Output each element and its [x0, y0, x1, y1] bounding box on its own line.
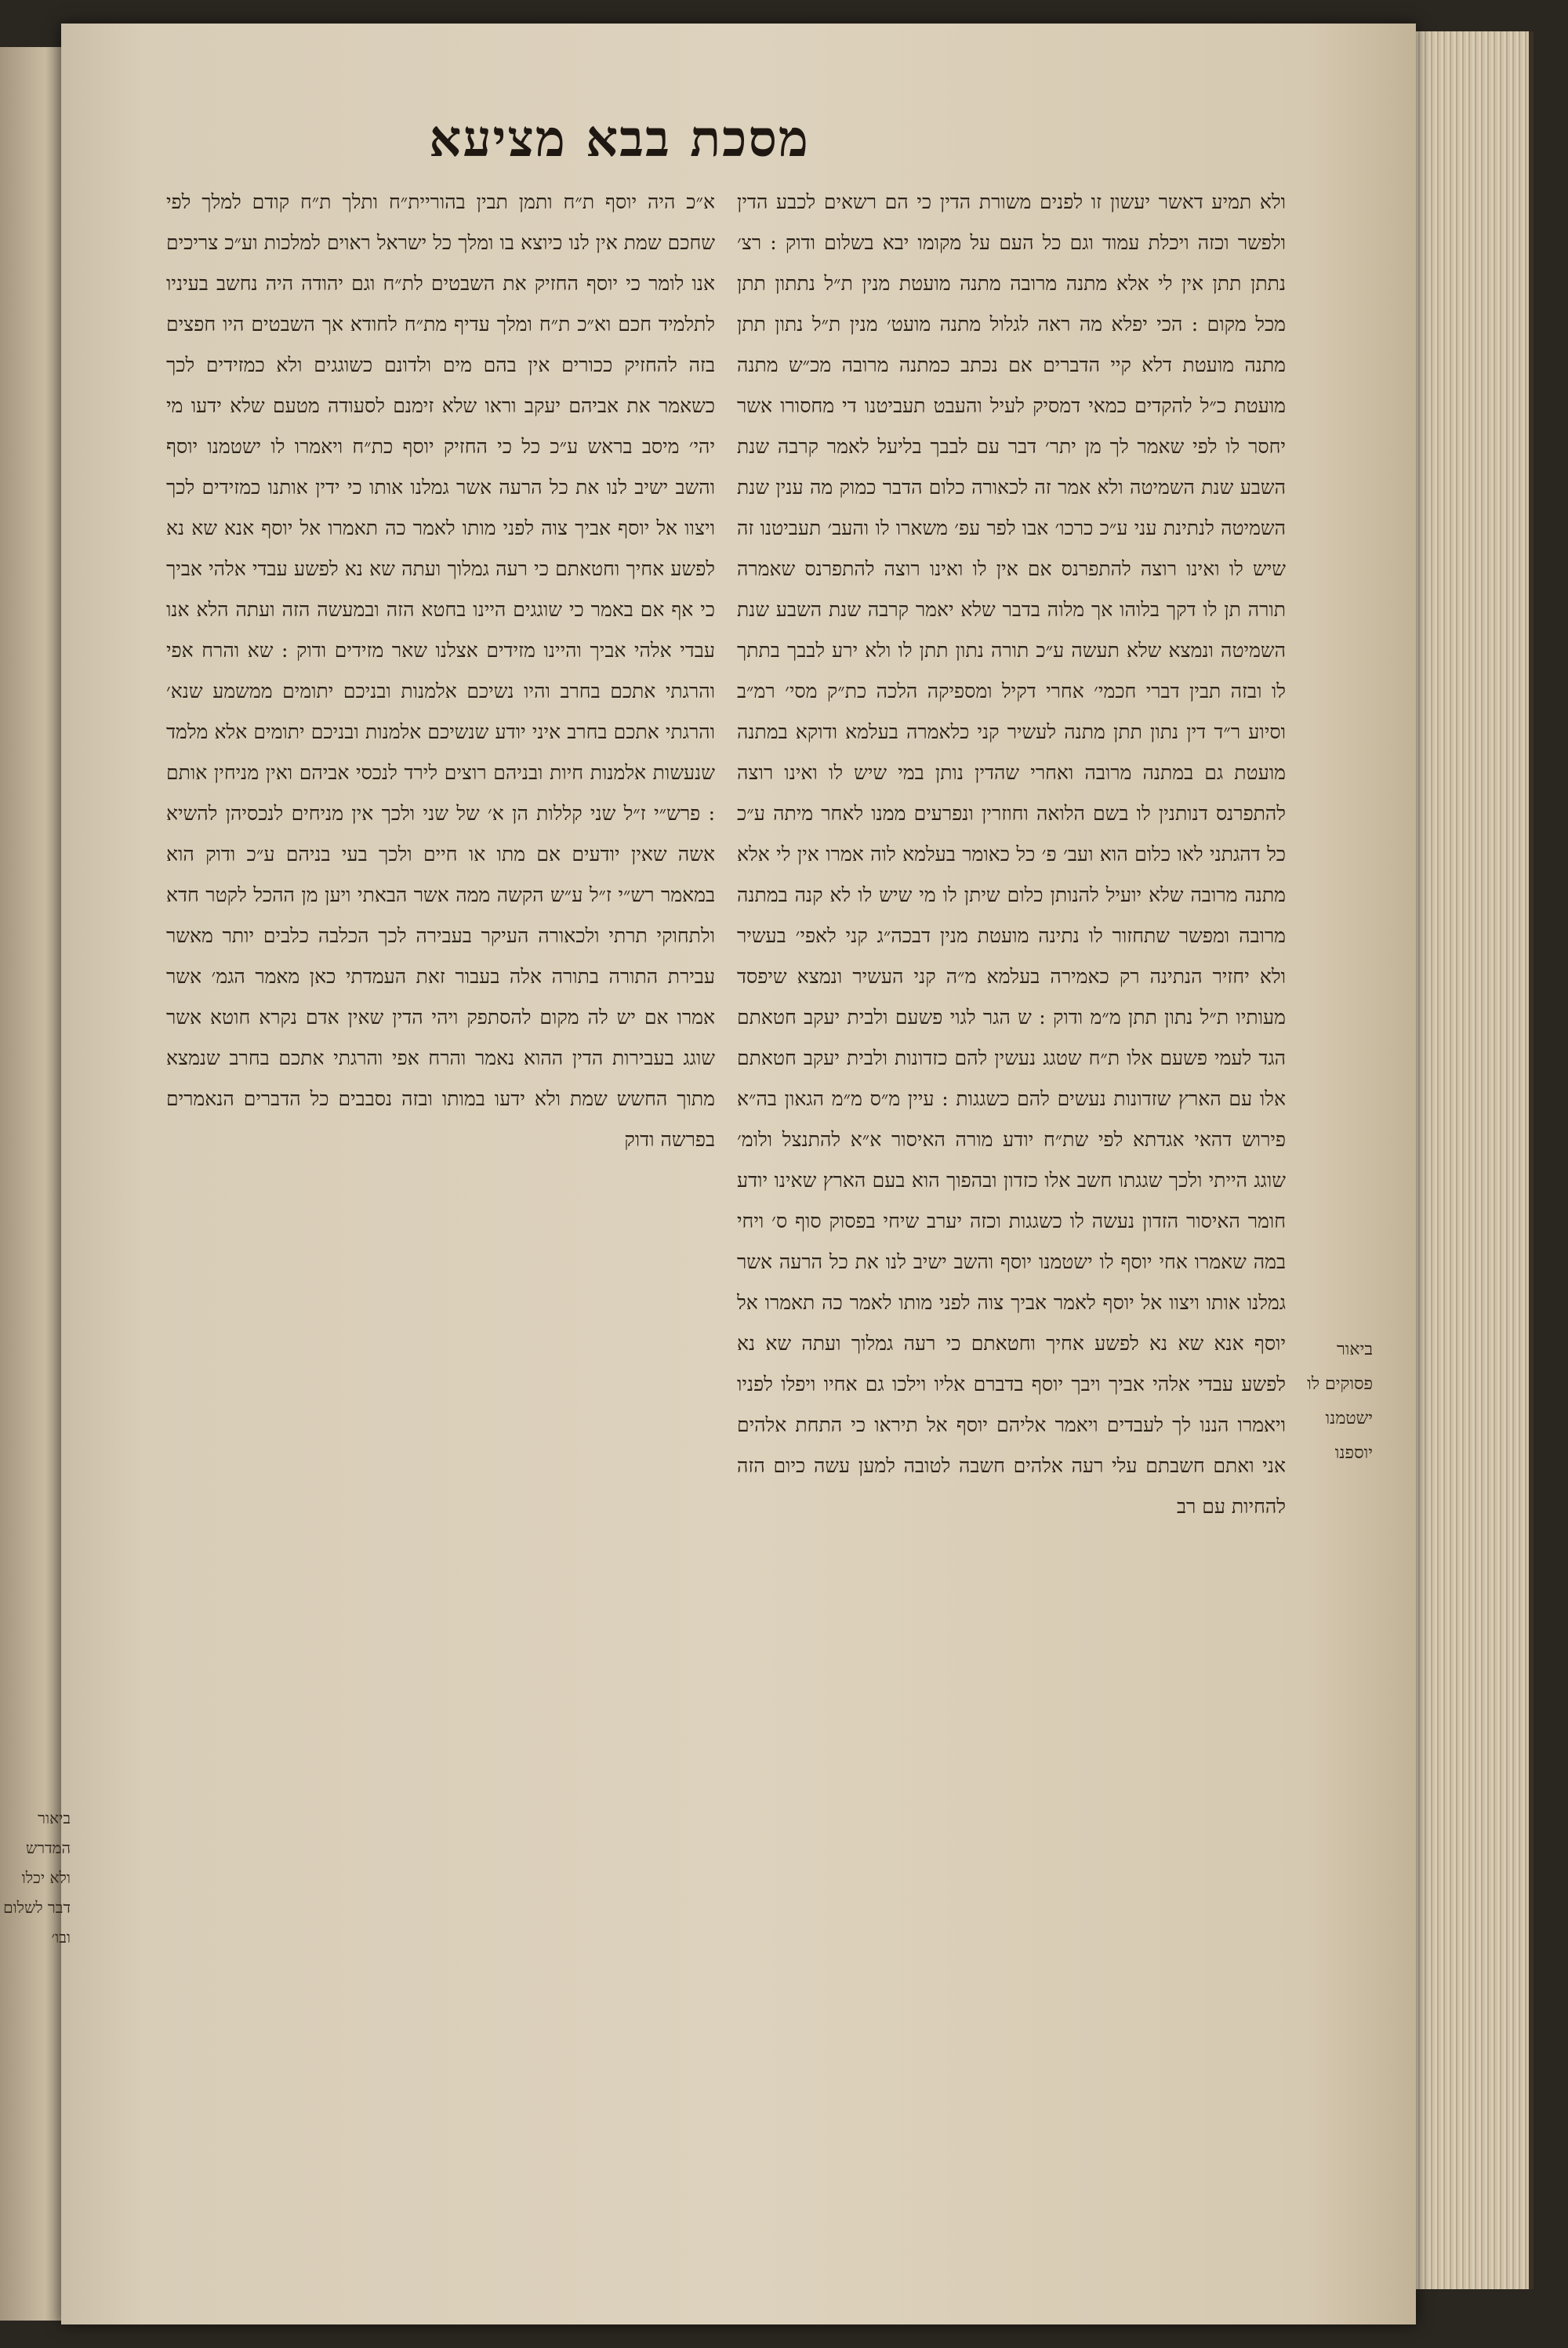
left-margin-note: ביאור המדרש ולא יכלו דבר לשלום ובו׳ [3, 1809, 71, 1947]
right-column-text: ולא תמיע דאשר יעשון זו לפנים משורת הדין כי הם רשאים לכבע הדין ולפשר וכזה ויכלת עמוד וגם כל העם על מקומו יבא בשלום ודוק : רצ׳ נתתן תתן אין לי אלא מתנה מרובה מתנה מועטת מנין ת״ל נתתון תתן מכל מקום : הכי יפלא מה ראה לגלול מתנה מועט׳ מנין ת״ל נתון תתן מתנה מועטת דלא קיי הדברים אם נכתב כמתנה מרובה מכ״ש מתנה מועטת כ״ל להקדים כמאי דמסיק לעיל והעבט תעביטנו די מחסורו אשר יחסר לו לפי שאמר לך מן יתר׳ דבר עם לבבך בליעל לאמר קרבה שנת השבע שנת השמיטה ולא אמר זה לכאורה כלום הדבר כמוק מה ענין שנת השמיטה לנתינת עני ע״כ כרכו׳ אבו לפר עפ׳ משארו לו והעב׳ תעביטנו זה שיש לו ואינו רוצה להתפרנס אם אין לו ואינו רוצה להתפרנס שאמרה תורה תן לו דקך בלוהו אך מלוה בדבר שלא יאמר קרבה שנת השבע שנת השמיטה ונמצא שלא תעשה ע״כ תורה נתון תתן לו ולא ירע לבבך בתתך לו ובזה תבין דברי חכמי׳ אחרי דקיל ומספיקה הלכה כת״ק מסי׳ רמ״ב וסיוע ר״ד דין נתון תתן מתנה לעשיר קני כלאמרה בעלמא ודוקא במתנה מועטת גם במתנה מרובה ואחרי שהדין נותן במי שיש לו ואינו רוצה להתפרנס דנותנין לו בשם הלואה וחוזרין ונפרעים ממנו לאחר מיתה ע״כ כל דהגתני לאו כלום הוא ועב׳ פ׳ כל כאומר בעלמא לוה אמרו אין לי אלא מתנה מרובה שלא יועיל להנותן כלום שיתן לו מי שיש לו לא קנה במתנה מרובה ומפשר שתחזור לו נתינה מועטת מנין דבכה״ג קני לאפי׳ בעשיר ולא יחזיר הנתינה רק כאמירה בעלמא מ״ה קני העשיר ונמצא שיפסד מעותיו ת״ל נתון תתן מ״מ ודוק : ש הגר לגוי פשעם ולבית יעקב חטאתם הגד לעמי פשעם אלו ת״ח שטגג נעשין להם כזדונות ולבית יעקב חטאתם אלו עם הארץ שזדונות נעשים להם כשגגות : עיין מ״ס מ״מ הגאון בה״א פירוש דהאי אגדתא לפי שת״ח יודע מורה האיסור א״א להתנצל ולומ׳ שוגג הייתי ולכך שגגתו חשב אלו כזדון ובהפוך הוא בעם הארץ שאינו יודע חומר האיסור הזדון נעשה לו כשגגות וכזה יערב שיחי בפסוק סוף ס׳ ויחי במה שאמרו אחי יוסף לו ישטמנו יוסף והשב ישיב לנו את כל הרעה אשר גמלנו אותו ויצוו אל יוסף לאמר אביך צוה לפני מותו לאמר כה תאמרו אל יוסף אנא שא נא לפשע אחיך וחטאתם כי רעה גמלוך ועתה שא נא לפשע עבדי אלהי אביך ויבך יוסף בדברם אליו וילכו גם אחיו ויפלו לפניו ויאמרו הננו לך לעבדים ויאמר אליהם יוסף אל תיראו כי התחת אלהים אני ואתם חשבתם עלי רעה אלהים חשבה לטובה למען עשה כיום הזה להחיות עם רב [737, 191, 1286, 1518]
page-block-edge [1403, 31, 1534, 2289]
right-margin-note: ביאור פסוקים לו ישטמנו יוספנו [1307, 1340, 1373, 1463]
left-column-text: א״כ היה יוסף ת״ח ותמן תבין בהוריית״ח ותלך ת״ח קודם למלך לפי שחכם שמת אין לנו כיוצא בו ומלך כל ישראל ראוים למלכות וע״כ צריכים אנו לומר כי יוסף החזיק את השבטים לת״ח וגם יהודה היה נחשב בעיניו לתלמיד חכם וא״כ ת״ח ומלך עדיף מת״ח לחודא אך השבטים היו חפצים בזה להחזיק ככורים אין בהם מים ולדונם כשוגגים ולא כמזידים לכך כשאמר את אביהם יעקב וראו שלא זימנם לסעודה מטעם שלא ידעו מי יהי׳ מיסב בראש ע״כ כל כי החזיק יוסף כת״ח ויאמרו לו ישטמנו יוסף והשב ישיב לנו את כל הרעה אשר גמלנו אותו כי ידין אותנו כמזידים לכך ויצוו אל יוסף אביך צוה לפני מותו לאמר כה תאמרו אל יוסף אנא שא נא לפשע אחיך וחטאתם כי רעה גמלוך ועתה שא נא לפשע עבדי אלהי אביך כי אף אם באמר כי שוגגים היינו בחטא הזה ובמעשה הזה ועתה הלא אנו עבדי אלהי אביך והיינו מזידים אצלנו שאר מזידים ודוק : שא והרח אפי והרגתי אתכם בחרב והיו נשיכם אלמנות ובניכם יתומים ממשמע שנא׳ והרגתי אתכם בחרב איני יודע שנשיכם אלמנות ובניכם יתומים אלא מלמד שנעשות אלמנות חיות ובניהם רוצים לירד לנכסי אביהם ואין מניחין אותם : פרש״י ז״ל שני קללות הן א׳ של שני ולכך אין מניחים לנכסיהן להשיא אשה שאין יודעים אם מתו או חיים ולכך בעי בניהם ע״כ ודוק הוא במאמר רש״י ז״ל ע״ש הקשה ממה אשר הבאתי ויען מן ההכל לקטר חדא ולתחוקי תרתי ולכאורה העיקר בעבירה לכך הכלבה כלבים יותר מאשר עבירת התורה בתורה אלה בעבור זאת העמדתי כאן מאמר הגמ׳ אשר אמרו אם יש לה מקום להסתפק ויהי הדין שאין אדם נקרא חוטא אשר שוגג בעבירות הדין ההוא נאמר והרח אפי והרגתי אתכם בחרב שנמצא מתוך החשש שמת ולא ידעו במותו ובזה נסבבים כל הדברים הנאמרים בפרשה ודוק [166, 191, 715, 1151]
page-title: מסכת בבא מציעא [429, 110, 810, 169]
